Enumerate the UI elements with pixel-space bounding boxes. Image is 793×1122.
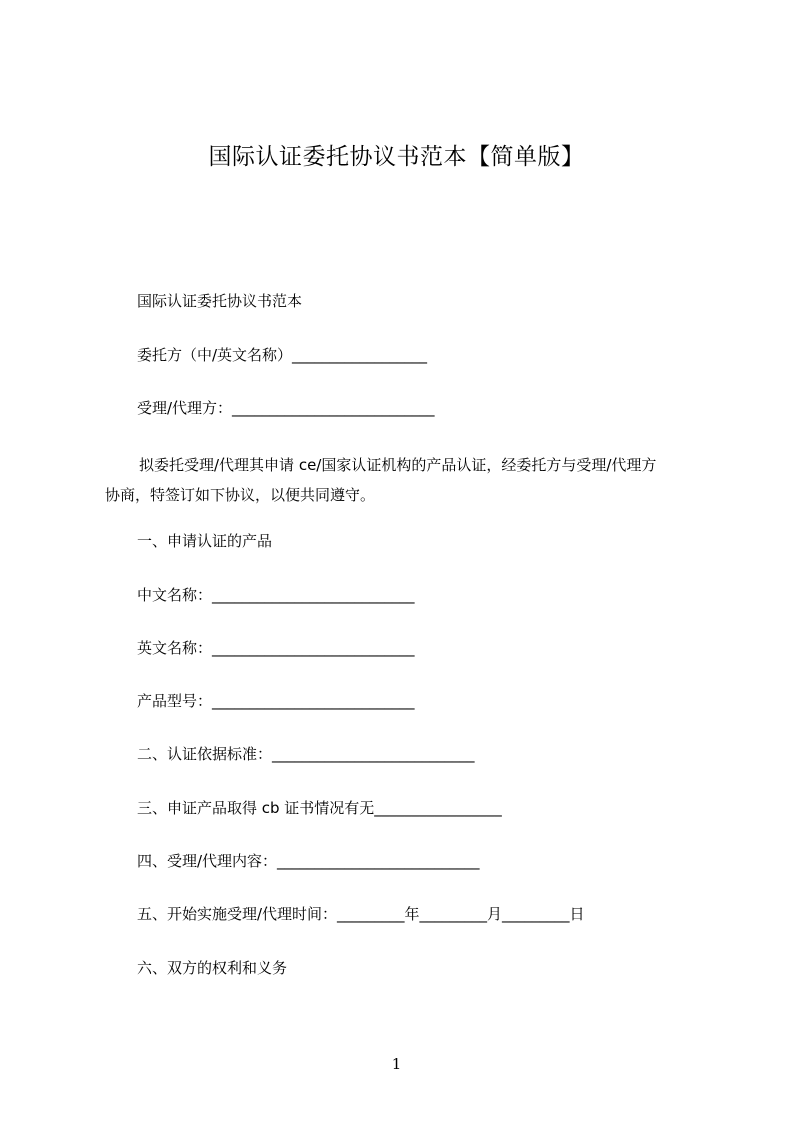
section-6-heading: 六、双方的权利和义务: [137, 959, 288, 977]
intro-line-2: 协商，特签订如下协议，以便共同遵守。: [105, 486, 376, 504]
intro-paragraph: [105, 450, 705, 510]
cn-name-line: 中文名称：___________________________: [137, 586, 415, 604]
section-2-line: 二、认证依据标准：___________________________: [137, 745, 475, 763]
section-1-heading: 一、申请认证的产品: [137, 532, 273, 550]
section-3-line: 三、申证产品取得 cb 证书情况有无_________________: [137, 799, 502, 817]
page-number: 1: [391, 1055, 402, 1073]
client-line: 委托方（中/英文名称）__________________: [137, 346, 428, 364]
document-title: 国际认证委托协议书范本【简单版】: [208, 144, 585, 170]
section-5-line: 五、开始实施受理/代理时间：_________年_________月_________日: [137, 905, 585, 923]
intro-line-1: 拟委托受理/代理其申请 ce/国家认证机构的产品认证，经委托方与受理/代理方: [139, 456, 657, 474]
model-line: 产品型号：___________________________: [137, 692, 415, 710]
agent-line: 受理/代理方：___________________________: [137, 399, 435, 417]
en-name-line: 英文名称：___________________________: [137, 639, 415, 657]
subtitle-line: 国际认证委托协议书范本: [137, 292, 303, 310]
section-4-line: 四、受理/代理内容：___________________________: [137, 852, 480, 870]
